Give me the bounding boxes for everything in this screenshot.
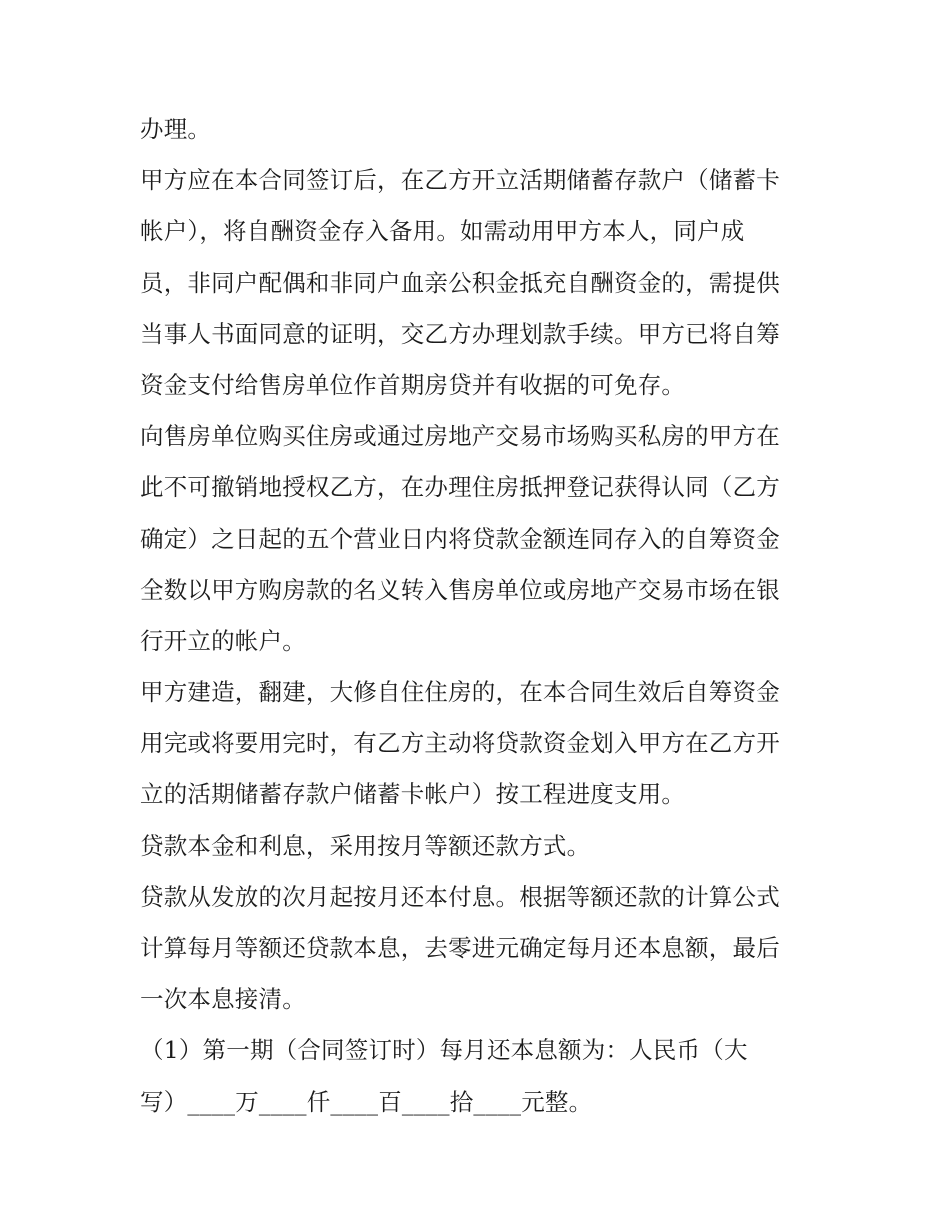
text-line: 贷款本金和利息，采用按月等额还款方式。	[140, 831, 591, 860]
text-line: 贷款从发放的次月起按月还本付息。根据等额还款的计算公式	[140, 882, 780, 911]
text-line: 当事人书面同意的证明，交乙方办理划款手续。甲方已将自筹	[140, 319, 780, 348]
text-line: 资金支付给售房单位作首期房贷并有收据的可免存。	[140, 370, 686, 399]
text-line: 员，非同户配偶和非同户血亲公积金抵充自酬资金的，需提供	[140, 268, 780, 297]
text-line: 确定）之日起的五个营业日内将贷款金额连同存入的自筹资金	[140, 524, 780, 553]
contract-text	[140, 104, 820, 1128]
text-line: 全数以甲方购房款的名义转入售房单位或房地产交易市场在银	[140, 575, 780, 604]
text-line: 帐户），将自酬资金存入备用。如需动用甲方本人，同户成	[140, 217, 745, 246]
text-line: （1）第一期（合同签订时）每月还本息额为：人民币（大	[140, 1036, 748, 1065]
text-line: 立的活期储蓄存款户储蓄卡帐户）按工程进度支用。	[140, 780, 686, 809]
text-line: 用完或将要用完时，有乙方主动将贷款资金划入甲方在乙方开	[140, 729, 780, 758]
text-line: 一次本息接清。	[140, 985, 306, 1014]
text-line: 写）____万____仟____百____拾____元整。	[140, 1087, 593, 1116]
text-line: 此不可撤销地授权乙方，在办理住房抵押登记获得认同（乙方	[140, 473, 780, 502]
text-line: 甲方建造，翻建，大修自住住房的，在本合同生效后自筹资金	[140, 678, 780, 707]
text-line: 办理。	[140, 115, 212, 143]
text-line: 行开立的帐户。	[140, 626, 306, 655]
text-line: 甲方应在本合同签订后，在乙方开立活期储蓄存款户（储蓄卡	[140, 166, 780, 195]
text-line: 计算每月等额还贷款本息，去零进元确定每月还本息额，最后	[140, 934, 780, 962]
text-line: 向售房单位购买住房或通过房地产交易市场购买私房的甲方在	[140, 422, 780, 451]
